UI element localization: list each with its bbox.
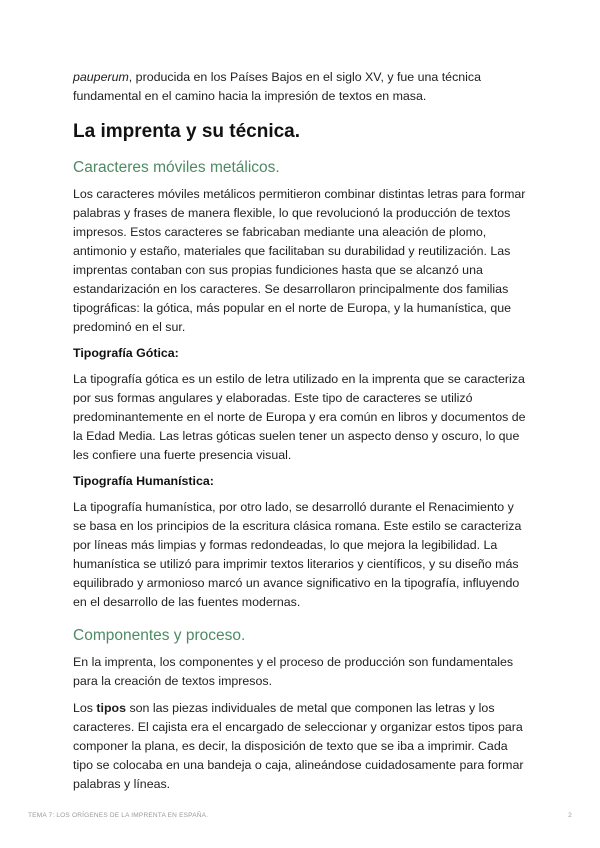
intro-text: , producida en los Países Bajos en el siglo XV, y fue una técnica fundamental en el camino hacia la impresión de textos en masa.: [73, 70, 482, 103]
intro-paragraph: [73, 68, 528, 106]
humanist-typography-paragraph: La tipografía humanística, por otro lado, se desarrolló durante el Renacimiento y se basa en los principios de la escritura clásica romana. Este estilo se caracteriza por líneas más limpias y formas redondeadas, lo que mejora la legibilidad. La humanística se utilizó para imprimir textos literarios y científicos, y su diseño más equilibrado y armonioso marcó un avance significativo en la tipografía, influyendo en el desarrollo de las fuentes modernas.: [73, 500, 522, 609]
caracteres-paragraph: Los caracteres móviles metálicos permitieron combinar distintas letras para formar palabras y frases de manera flexible, lo que revolucionó la producción de textos impresos. Estos caracteres se fabricaban mediante una aleación de plomo, antimonio y estaño, materiales que facilitaban su durabilidad y reutilización. Las imprentas contaban con sus propias fundiciones hasta que se alcanzó una estandarización en los caracteres. Se desarrollaron principalmente dos familias tipográficas: la gótica, más popular en el norte de Europa, y la humanística, que predominó en el sur.: [73, 187, 526, 334]
gothic-typography-paragraph: La tipografía gótica es un estilo de letra utilizado en la imprenta que se caracteriza por sus formas angulares y elaboradas. Este tipo de caracteres se utilizó predominantemente en el norte de Europa y era común en libros y documentos de la Edad Media. Las letras góticas suelen tener un aspecto denso y oscuro, lo que les confiere una fuerte presencia visual.: [73, 372, 526, 462]
humanist-typography-title: Tipografía Humanística:: [73, 474, 214, 488]
gothic-typography-title: Tipografía Gótica:: [73, 346, 179, 360]
page-footer: [28, 812, 572, 819]
footer-page-number: 2: [568, 812, 572, 819]
document-page: [73, 68, 528, 802]
subsection-title-caracteres: Caracteres móviles metálicos.: [73, 159, 280, 176]
componentes-paragraph-2: [73, 699, 528, 794]
p2-rest: son las piezas individuales de metal que componen las letras y los caracteres. El cajista era el encargado de seleccionar y organizar estos tipos para componer la plana, es decir, la disposición de texto que se iba a imprimir. Cada tipo se colocaba en una bandeja o caja, alineándose cuidadosamente para formar palabras y líneas.: [73, 701, 524, 791]
footer-chapter-title: TEMA 7: LOS ORÍGENES DE LA IMPRENTA EN ESPAÑA.: [28, 812, 209, 819]
section-heading: La imprenta y su técnica.: [73, 121, 301, 142]
componentes-paragraph-1: En la imprenta, los componentes y el proceso de producción son fundamentales para la creación de textos impresos.: [73, 655, 514, 688]
tipos-term: tipos: [96, 701, 127, 715]
intro-italic-term: pauperum: [73, 70, 129, 84]
subsection-title-componentes: Componentes y proceso.: [73, 627, 246, 644]
p2-start: Los: [73, 701, 97, 715]
